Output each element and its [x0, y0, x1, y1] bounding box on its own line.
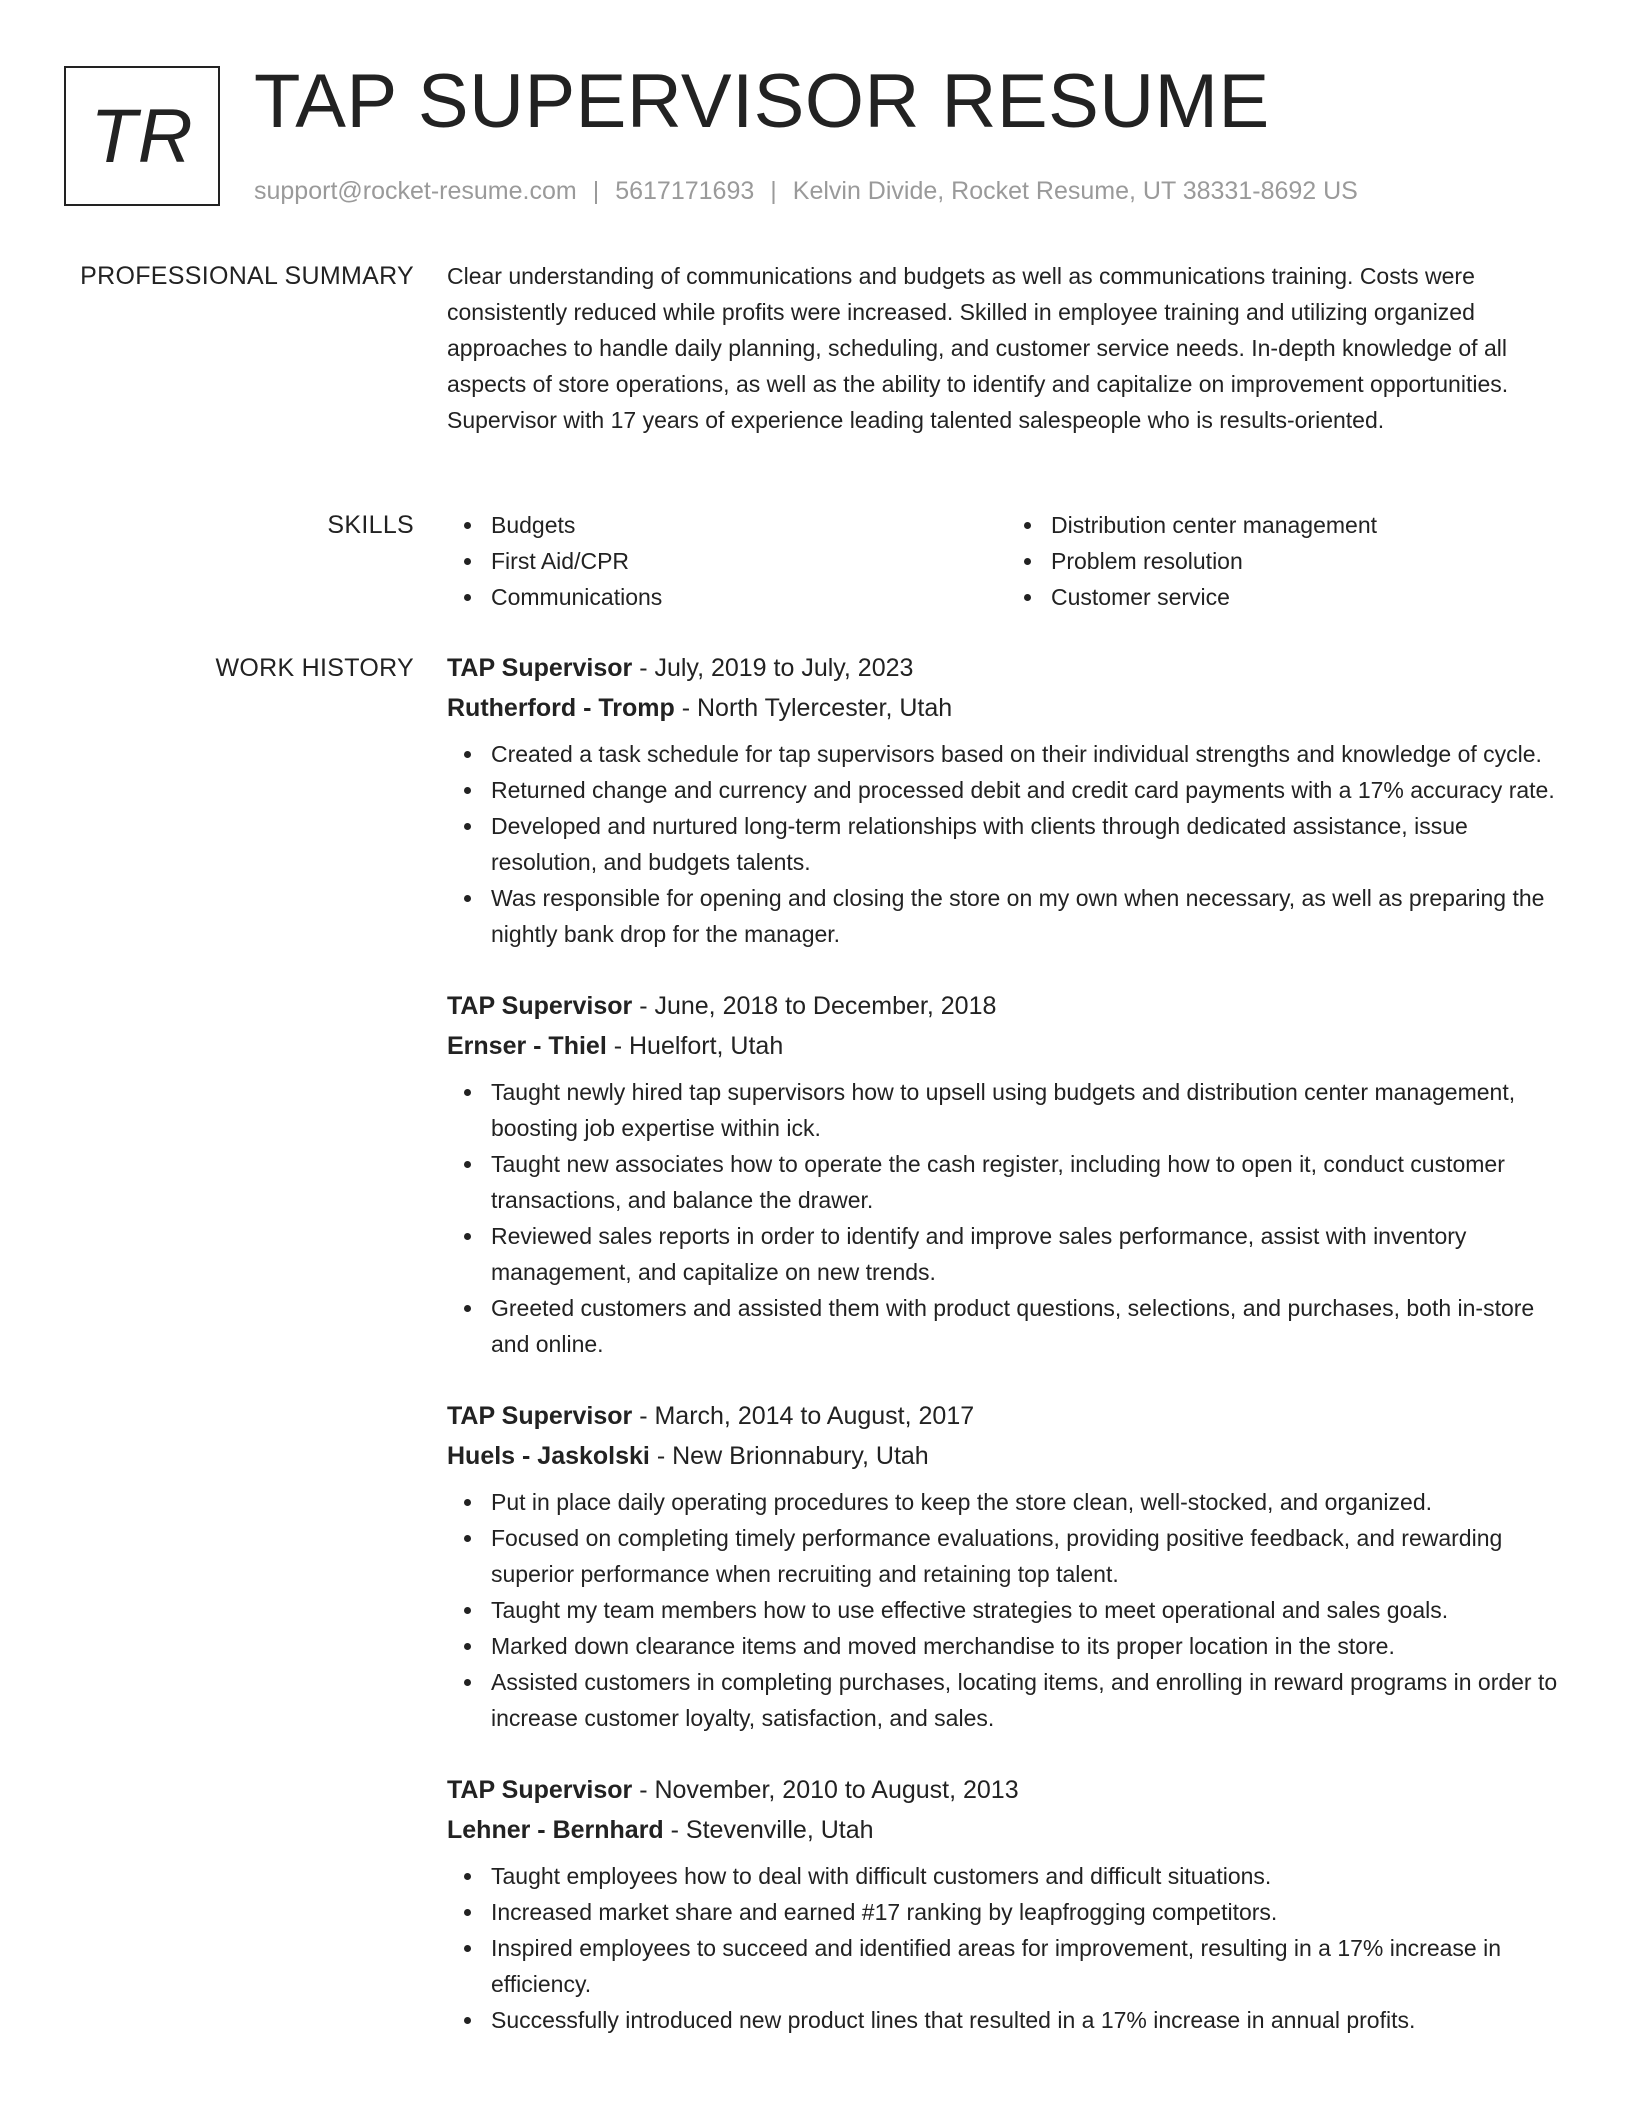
skill-item: Customer service: [1051, 579, 1567, 615]
skills-heading: SKILLS: [327, 511, 414, 539]
job-location: - New Brionnabury, Utah: [649, 1442, 929, 1470]
duty-item: Put in place daily operating procedures to keep the store clean, well-stocked, and organized.: [491, 1484, 1567, 1520]
duty-item: Created a task schedule for tap supervisors based on their individual strengths and knowledge of cycle.: [491, 736, 1567, 772]
job-entry: [447, 1396, 1567, 1736]
job-title: TAP Supervisor: [447, 992, 633, 1020]
summary-body: [447, 258, 1567, 438]
duty-item: Assisted customers in completing purchases, locating items, and enrolling in reward programs in order to increase customer loyalty, satisfaction, and sales.: [491, 1664, 1567, 1736]
skills-list-right: [1007, 507, 1567, 615]
job-company: Rutherford - Tromp: [447, 694, 675, 722]
job-location: - Huelfort, Utah: [606, 1032, 784, 1060]
contact-phone: 5617171693: [615, 177, 755, 205]
job-location: - Stevenville, Utah: [663, 1816, 874, 1844]
work-history-heading: WORK HISTORY: [215, 654, 414, 682]
job-dates: - March, 2014 to August, 2017: [632, 1402, 975, 1430]
job-title-line: [447, 986, 1567, 1026]
job-company-line: [447, 688, 1567, 728]
job-dates: - November, 2010 to August, 2013: [632, 1776, 1019, 1804]
job-duties-list: [447, 1484, 1567, 1736]
job-company-line: [447, 1810, 1567, 1850]
job-company-line: [447, 1436, 1567, 1476]
summary-text: Clear understanding of communications and budgets as well as communications training. Costs were consistently reduced while profits were increased. Skilled in employee training and utilizing organized approaches to handle daily planning, scheduling, and customer service needs. In-depth knowledge of all aspects of store operations, as well as the ability to identify and capitalize on improvement opportunities. Supervisor with 17 years of experience leading talented salespeople who is results-oriented.: [447, 263, 1509, 433]
job-entry: [447, 1770, 1567, 2038]
skill-item: Communications: [491, 579, 1007, 615]
contact-address: Kelvin Divide, Rocket Resume, UT 38331-8692 US: [792, 177, 1358, 205]
job-duties-list: [447, 1074, 1567, 1362]
duty-item: Taught new associates how to operate the cash register, including how to open it, conduct customer transactions, and balance the drawer.: [491, 1146, 1567, 1218]
skill-item: Problem resolution: [1051, 543, 1567, 579]
duty-item: Focused on completing timely performance evaluations, providing positive feedback, and rewarding superior performance when recruiting and retaining top talent.: [491, 1520, 1567, 1592]
job-company-line: [447, 1026, 1567, 1066]
job-company: Ernser - Thiel: [447, 1032, 607, 1060]
duty-item: Increased market share and earned #17 ranking by leapfrogging competitors.: [491, 1894, 1567, 1930]
summary-heading: PROFESSIONAL SUMMARY: [80, 262, 414, 290]
contact-line: [254, 174, 1358, 208]
skills-body: [447, 507, 1567, 615]
duty-item: Successfully introduced new product lines that resulted in a 17% increase in annual profits.: [491, 2002, 1567, 2038]
job-location: - North Tylercester, Utah: [674, 694, 953, 722]
job-entry: [447, 986, 1567, 1362]
duty-item: Taught employees how to deal with difficult customers and difficult situations.: [491, 1858, 1567, 1894]
job-duties-list: [447, 1858, 1567, 2038]
job-title-line: [447, 648, 1567, 688]
job-duties-list: [447, 736, 1567, 952]
duty-item: Reviewed sales reports in order to identify and improve sales performance, assist with inventory management, and capitalize on new trends.: [491, 1218, 1567, 1290]
job-title-line: [447, 1770, 1567, 1810]
job-company: Huels - Jaskolski: [447, 1442, 650, 1470]
job-entry: [447, 648, 1567, 952]
skill-item: First Aid/CPR: [491, 543, 1007, 579]
duty-item: Was responsible for opening and closing the store on my own when necessary, as well as preparing the nightly bank drop for the manager.: [491, 880, 1567, 952]
work-history-body: [447, 648, 1567, 2072]
skills-list-left: [447, 507, 1007, 615]
job-dates: - July, 2019 to July, 2023: [632, 654, 914, 682]
contact-separator: |: [592, 177, 600, 205]
duty-item: Marked down clearance items and moved merchandise to its proper location in the store.: [491, 1628, 1567, 1664]
duty-item: Taught newly hired tap supervisors how to upsell using budgets and distribution center management, boosting job expertise within ick.: [491, 1074, 1567, 1146]
job-title: TAP Supervisor: [447, 1402, 633, 1430]
job-company: Lehner - Bernhard: [447, 1816, 664, 1844]
skill-item: Budgets: [491, 507, 1007, 543]
skill-item: Distribution center management: [1051, 507, 1567, 543]
job-title: TAP Supervisor: [447, 654, 633, 682]
duty-item: Greeted customers and assisted them with product questions, selections, and purchases, both in-store and online.: [491, 1290, 1567, 1362]
job-dates: - June, 2018 to December, 2018: [632, 992, 997, 1020]
duty-item: Inspired employees to succeed and identified areas for improvement, resulting in a 17% increase in efficiency.: [491, 1930, 1567, 2002]
duty-item: Taught my team members how to use effective strategies to meet operational and sales goals.: [491, 1592, 1567, 1628]
job-title-line: [447, 1396, 1567, 1436]
contact-separator: |: [770, 177, 777, 205]
duty-item: Returned change and currency and processed debit and credit card payments with a 17% accuracy rate.: [491, 772, 1567, 808]
resume-title: TAP SUPERVISOR RESUME: [254, 59, 1270, 144]
monogram-logo: TR: [64, 66, 220, 206]
contact-email: support@rocket-resume.com: [254, 177, 577, 205]
job-title: TAP Supervisor: [447, 1776, 633, 1804]
duty-item: Developed and nurtured long-term relationships with clients through dedicated assistance, issue resolution, and budgets talents.: [491, 808, 1567, 880]
